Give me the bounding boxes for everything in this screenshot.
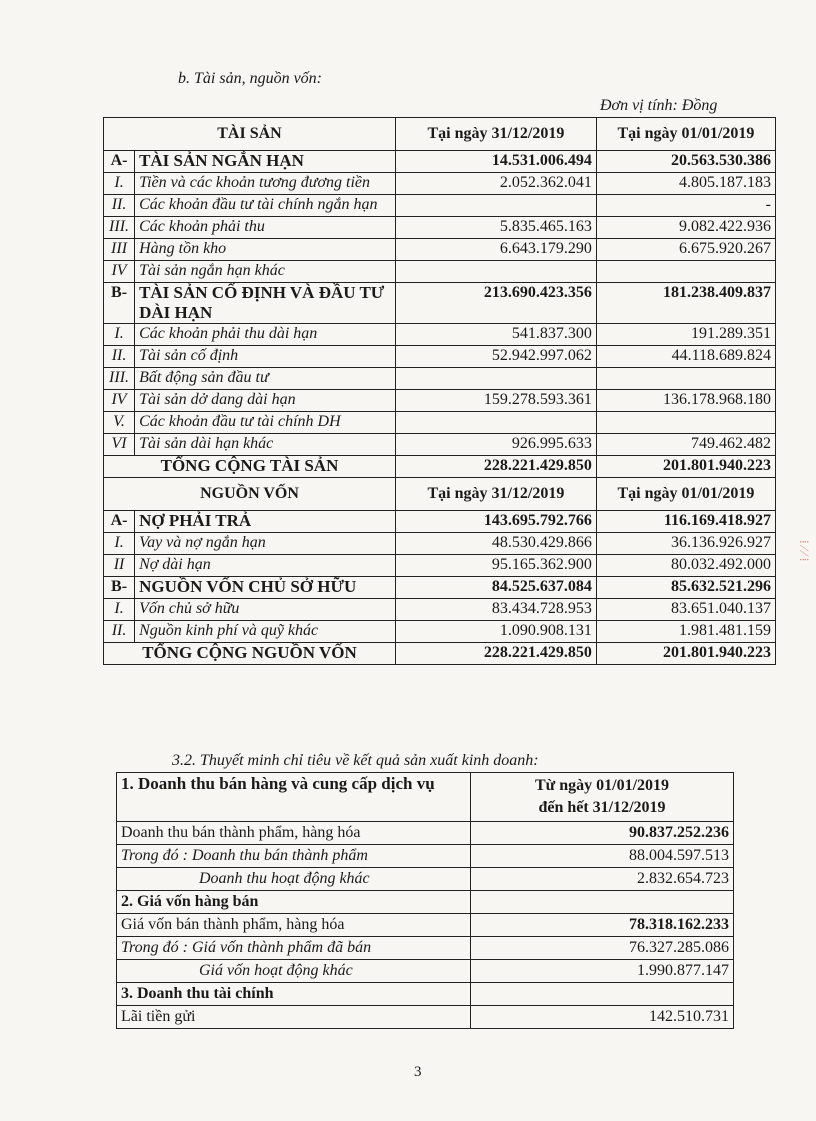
- row-value-2019-12-31: 95.165.362.900: [395, 555, 596, 577]
- income-row: [117, 1006, 734, 1029]
- row-value-2019-01-01: 44.118.689.824: [596, 346, 775, 368]
- unit-label: Đơn vị tính: Đồng: [600, 97, 718, 114]
- row-value-2019-01-01: 116.169.418.927: [596, 511, 775, 533]
- assets-total-v2: 201.801.940.223: [596, 456, 775, 478]
- income-row-value: [471, 983, 734, 1006]
- row-name: Nợ dài hạn: [135, 555, 396, 577]
- assets-header-date1: Tại ngày 31/12/2019: [395, 118, 596, 151]
- income-row-value: 90.837.252.236: [471, 822, 734, 845]
- assets-header-date2: Tại ngày 01/01/2019: [596, 118, 775, 151]
- row-code: III.: [104, 217, 135, 239]
- assets-total-v1: 228.221.429.850: [395, 456, 596, 478]
- income-table: [116, 772, 734, 1029]
- row-value-2019-01-01: 36.136.926.927: [596, 533, 775, 555]
- row-value-2019-12-31: 541.837.300: [395, 324, 596, 346]
- income-row-label: Lãi tiền gửi: [117, 1006, 471, 1029]
- sources-total-row: [104, 643, 776, 665]
- row-value-2019-01-01: 749.462.482: [596, 434, 775, 456]
- section-32-title: 3.2. Thuyết minh chỉ tiêu về kết quả sản xuất kinh doanh:: [172, 752, 539, 769]
- row-value-2019-12-31: 6.643.179.290: [395, 239, 596, 261]
- income-row-label: Doanh thu bán thành phẩm, hàng hóa: [117, 822, 471, 845]
- row-value-2019-01-01: 80.032.492.000: [596, 555, 775, 577]
- row-value-2019-12-31: 83.434.728.953: [395, 599, 596, 621]
- row-code: II.: [104, 195, 135, 217]
- balance-row: [104, 217, 776, 239]
- income-row-label: 2. Giá vốn hàng bán: [117, 891, 471, 914]
- page-number: 3: [414, 1064, 422, 1080]
- row-code: II.: [104, 346, 135, 368]
- row-name: Vốn chủ sở hữu: [135, 599, 396, 621]
- row-name: Tài sản ngắn hạn khác: [135, 261, 396, 283]
- row-name: Các khoản đầu tư tài chính DH: [135, 412, 396, 434]
- row-code: B-: [104, 283, 135, 324]
- income-row: [117, 914, 734, 937]
- row-value-2019-12-31: 48.530.429.866: [395, 533, 596, 555]
- balance-row: [104, 577, 776, 599]
- row-code: A-: [104, 151, 135, 173]
- income-header-period-line2: đến hết 31/12/2019: [538, 799, 666, 816]
- income-row-label: Doanh thu hoạt động khác: [117, 868, 471, 891]
- row-value-2019-12-31: [395, 368, 596, 390]
- balance-row: [104, 599, 776, 621]
- row-value-2019-12-31: 52.942.997.062: [395, 346, 596, 368]
- row-code: VI: [104, 434, 135, 456]
- row-name: Các khoản phải thu dài hạn: [135, 324, 396, 346]
- row-value-2019-01-01: [596, 412, 775, 434]
- income-row-value: 76.327.285.086: [471, 937, 734, 960]
- income-row: [117, 845, 734, 868]
- row-name: Các khoản phải thu: [135, 217, 396, 239]
- balance-row: [104, 173, 776, 195]
- income-row-value: 142.510.731: [471, 1006, 734, 1029]
- row-code: I.: [104, 173, 135, 195]
- row-value-2019-01-01: 20.563.530.386: [596, 151, 775, 173]
- income-row: [117, 960, 734, 983]
- row-name: Hàng tồn kho: [135, 239, 396, 261]
- row-code: I.: [104, 324, 135, 346]
- row-value-2019-12-31: 143.695.792.766: [395, 511, 596, 533]
- assets-header-row: [104, 118, 776, 151]
- row-name: Các khoản đầu tư tài chính ngắn hạn: [135, 195, 396, 217]
- row-name: Tài sản cố định: [135, 346, 396, 368]
- row-name: Tài sản dở dang dài hạn: [135, 390, 396, 412]
- row-code: I.: [104, 533, 135, 555]
- row-value-2019-12-31: [395, 261, 596, 283]
- balance-row: [104, 621, 776, 643]
- row-name: Bất động sản đầu tư: [135, 368, 396, 390]
- row-name: Vay và nợ ngắn hạn: [135, 533, 396, 555]
- row-code: I.: [104, 599, 135, 621]
- assets-total-label: TỔNG CỘNG TÀI SẢN: [104, 456, 396, 478]
- income-row-label: Giá vốn bán thành phẩm, hàng hóa: [117, 914, 471, 937]
- row-name: Tiền và các khoản tương đương tiền: [135, 173, 396, 195]
- row-value-2019-12-31: 926.995.633: [395, 434, 596, 456]
- income-header-label: 1. Doanh thu bán hàng và cung cấp dịch vụ: [117, 773, 471, 822]
- row-value-2019-01-01: 83.651.040.137: [596, 599, 775, 621]
- income-header-period-line1: Từ ngày 01/01/2019: [534, 777, 670, 794]
- row-value-2019-12-31: 159.278.593.361: [395, 390, 596, 412]
- income-header-period: [471, 773, 734, 822]
- row-code: IV: [104, 261, 135, 283]
- income-row-label: 3. Doanh thu tài chính: [117, 983, 471, 1006]
- row-code: II.: [104, 621, 135, 643]
- row-value-2019-01-01: 1.981.481.159: [596, 621, 775, 643]
- sources-total-label: TỔNG CỘNG NGUỒN VỐN: [104, 643, 396, 665]
- sources-header-date2: Tại ngày 01/01/2019: [596, 478, 775, 511]
- sources-total-v2: 201.801.940.223: [596, 643, 775, 665]
- row-value-2019-12-31: 213.690.423.356: [395, 283, 596, 324]
- income-row-label: Trong đó : Doanh thu bán thành phẩm: [117, 845, 471, 868]
- income-row-value: 2.832.654.723: [471, 868, 734, 891]
- sources-header-date1: Tại ngày 31/12/2019: [395, 478, 596, 511]
- row-value-2019-01-01: 136.178.968.180: [596, 390, 775, 412]
- row-value-2019-01-01: [596, 368, 775, 390]
- row-value-2019-12-31: [395, 195, 596, 217]
- income-row-value: 1.990.877.147: [471, 960, 734, 983]
- row-name: TÀI SẢN NGẮN HẠN: [135, 151, 396, 173]
- row-value-2019-12-31: 14.531.006.494: [395, 151, 596, 173]
- row-value-2019-01-01: 6.675.920.267: [596, 239, 775, 261]
- income-row: [117, 868, 734, 891]
- row-value-2019-01-01: -: [596, 195, 775, 217]
- balance-row: [104, 346, 776, 368]
- row-code: II: [104, 555, 135, 577]
- income-row: [117, 891, 734, 914]
- income-row: [117, 822, 734, 845]
- income-row-value: [471, 891, 734, 914]
- row-code: B-: [104, 577, 135, 599]
- row-code: IV: [104, 390, 135, 412]
- row-code: III: [104, 239, 135, 261]
- row-value-2019-12-31: [395, 412, 596, 434]
- sources-header-row: [104, 478, 776, 511]
- balance-row: [104, 151, 776, 173]
- balance-row: [104, 533, 776, 555]
- margin-stamp-mark: ⁞ ∕ ∕ ⁞: [797, 540, 812, 562]
- row-value-2019-12-31: 2.052.362.041: [395, 173, 596, 195]
- row-value-2019-01-01: [596, 261, 775, 283]
- balance-row: [104, 390, 776, 412]
- row-value-2019-01-01: 191.289.351: [596, 324, 775, 346]
- sources-total-v1: 228.221.429.850: [395, 643, 596, 665]
- row-code: A-: [104, 511, 135, 533]
- income-row-value: 88.004.597.513: [471, 845, 734, 868]
- assets-header-label: TÀI SẢN: [104, 118, 396, 151]
- balance-row: [104, 368, 776, 390]
- income-header-row: [117, 773, 734, 822]
- row-name: NGUỒN VỐN CHỦ SỞ HỮU: [135, 577, 396, 599]
- row-value-2019-01-01: 85.632.521.296: [596, 577, 775, 599]
- row-value-2019-01-01: 9.082.422.936: [596, 217, 775, 239]
- row-name: Nguồn kinh phí và quỹ khác: [135, 621, 396, 643]
- income-row-label: Giá vốn hoạt động khác: [117, 960, 471, 983]
- row-value-2019-12-31: 5.835.465.163: [395, 217, 596, 239]
- row-code: V.: [104, 412, 135, 434]
- row-name: TÀI SẢN CỐ ĐỊNH VÀ ĐẦU TƯ DÀI HẠN: [135, 283, 396, 324]
- balance-row: [104, 434, 776, 456]
- row-value-2019-01-01: 4.805.187.183: [596, 173, 775, 195]
- balance-row: [104, 261, 776, 283]
- balance-row: [104, 555, 776, 577]
- income-row: [117, 983, 734, 1006]
- income-row-label: Trong đó : Giá vốn thành phẩm đã bán: [117, 937, 471, 960]
- row-name: Tài sản dài hạn khác: [135, 434, 396, 456]
- balance-row: [104, 195, 776, 217]
- row-value-2019-12-31: 1.090.908.131: [395, 621, 596, 643]
- row-name: NỢ PHẢI TRẢ: [135, 511, 396, 533]
- assets-total-row: [104, 456, 776, 478]
- row-value-2019-01-01: 181.238.409.837: [596, 283, 775, 324]
- balance-row: [104, 412, 776, 434]
- row-code: III.: [104, 368, 135, 390]
- balance-row: [104, 324, 776, 346]
- row-value-2019-12-31: 84.525.637.084: [395, 577, 596, 599]
- income-row-value: 78.318.162.233: [471, 914, 734, 937]
- sources-header-label: NGUỒN VỐN: [104, 478, 396, 511]
- income-row: [117, 937, 734, 960]
- balance-row: [104, 283, 776, 324]
- balance-sheet-table: [103, 117, 776, 665]
- balance-row: [104, 511, 776, 533]
- balance-row: [104, 239, 776, 261]
- section-b-title: b. Tài sản, nguồn vốn:: [178, 70, 322, 87]
